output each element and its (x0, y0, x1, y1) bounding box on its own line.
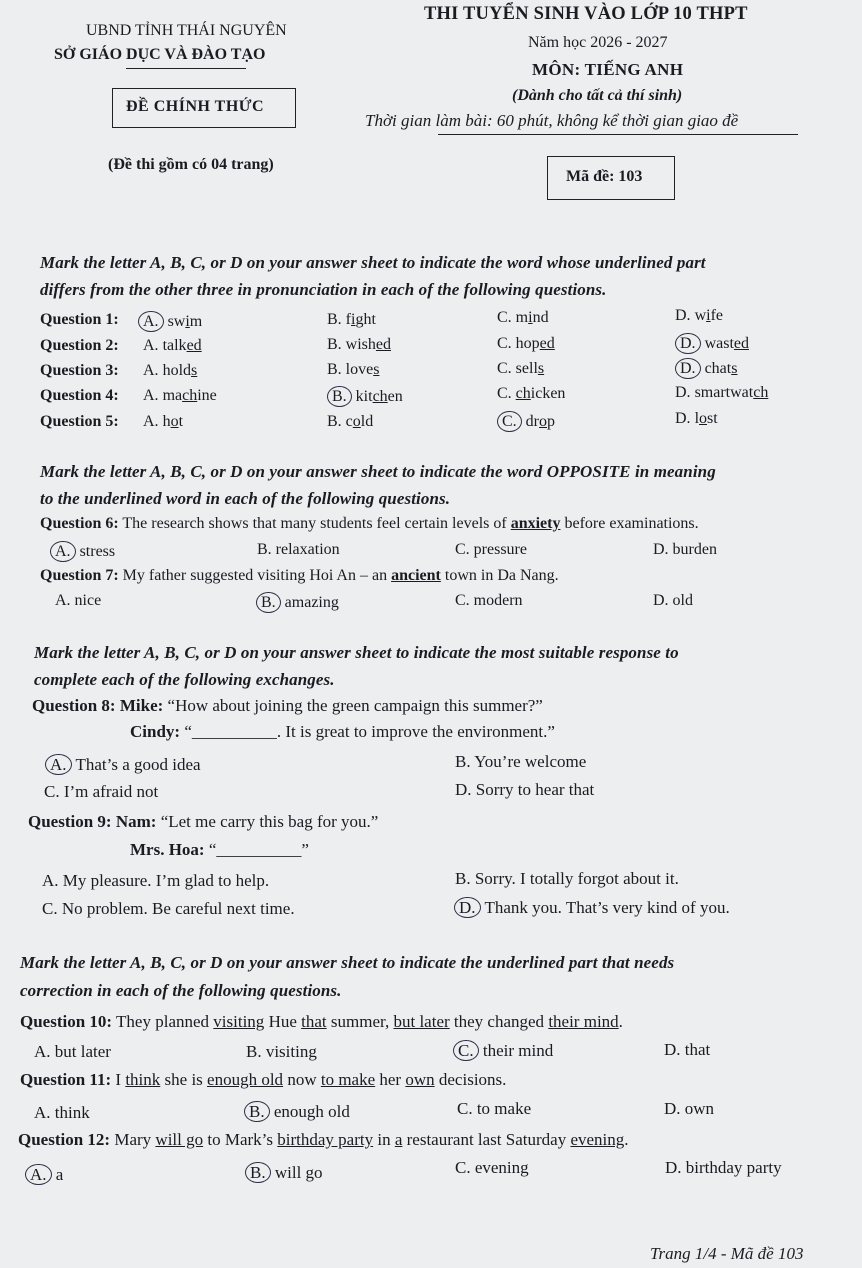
q2-option-c[interactable]: C. hoped (497, 335, 555, 352)
q4-option-b[interactable]: B. kitchen (332, 386, 403, 407)
q3-option-d[interactable]: D. chats (680, 358, 737, 379)
q6-option-a[interactable]: A. stress (55, 541, 115, 562)
q5-option-d[interactable]: D. lost (675, 410, 718, 427)
org-line2: SỞ GIÁO DỤC VÀ ĐÀO TẠO (54, 46, 266, 63)
q8-option-b[interactable]: B. You’re welcome (455, 752, 587, 771)
q8-option-c[interactable]: C. I’m afraid not (44, 782, 159, 801)
q2-option-d[interactable]: D. wasted (680, 333, 749, 354)
time-limit: Thời gian làm bài: 60 phút, không kể thời gian giao đề (365, 111, 739, 130)
question-3: Question 3: (40, 362, 119, 379)
q10-option-c[interactable]: C. their mind (458, 1040, 553, 1061)
q9-option-c[interactable]: C. No problem. Be careful next time. (42, 899, 295, 918)
answer-circle: B. (244, 1101, 270, 1122)
q9-option-b[interactable]: B. Sorry. I totally forgot about it. (455, 869, 679, 888)
q11-option-c[interactable]: C. to make (457, 1099, 532, 1118)
section2-directions-line1: Mark the letter A, B, C, or D on your answer sheet to indicate the word OPPOSITE in meaning (40, 462, 716, 481)
q5-option-a[interactable]: A. hot (143, 413, 184, 430)
time-underline (438, 134, 798, 135)
org-underline (126, 68, 246, 69)
answer-circle: B. (327, 386, 352, 407)
question-12: Question 12: Mary will go to Mark’s birthday party in a restaurant last Saturday evening. (18, 1130, 629, 1149)
q12-option-d[interactable]: D. birthday party (665, 1158, 782, 1177)
answer-circle: C. (497, 411, 522, 432)
question-2: Question 2: (40, 337, 119, 354)
q12-option-a[interactable]: A. a (30, 1164, 63, 1185)
section2-directions-line2: to the underlined word in each of the following questions. (40, 489, 451, 508)
q3-option-a[interactable]: A. holds (143, 362, 198, 379)
question-8: Question 8: Mike: “How about joining the green campaign this summer?” (32, 696, 543, 715)
q1-option-b[interactable]: B. fight (327, 311, 376, 328)
answer-circle: A. (138, 311, 164, 332)
subject: MÔN: TIẾNG ANH (532, 60, 684, 79)
question-4: Question 4: (40, 387, 119, 404)
q10-option-b[interactable]: B. visiting (246, 1042, 317, 1061)
q1-option-a[interactable]: A. swim (143, 311, 202, 332)
answer-circle: A. (45, 754, 72, 775)
q6-option-d[interactable]: D. burden (653, 541, 717, 558)
q7-option-d[interactable]: D. old (653, 592, 693, 609)
q3-option-c[interactable]: C. sells (497, 360, 545, 377)
q6-option-b[interactable]: B. relaxation (257, 541, 340, 558)
q9-option-a[interactable]: A. My pleasure. I’m glad to help. (42, 871, 270, 890)
q5-option-b[interactable]: B. cold (327, 413, 374, 430)
question-9: Question 9: Nam: “Let me carry this bag for you.” (28, 812, 379, 831)
q6-option-c[interactable]: C. pressure (455, 541, 527, 558)
q10-option-d[interactable]: D. that (664, 1040, 711, 1059)
question-10: Question 10: They planned visiting Hue that summer, but later they changed their mind. (20, 1012, 623, 1031)
page-footer: Trang 1/4 - Mã đề 103 (650, 1244, 804, 1263)
q4-option-a[interactable]: A. machine (143, 387, 217, 404)
q11-option-b[interactable]: B. enough old (249, 1101, 350, 1122)
q2-option-b[interactable]: B. wished (327, 336, 392, 353)
q3-option-b[interactable]: B. loves (327, 361, 380, 378)
answer-circle: B. (245, 1162, 271, 1183)
answer-circle: C. (453, 1040, 479, 1061)
q12-option-b[interactable]: B. will go (250, 1162, 323, 1183)
q11-option-d[interactable]: D. own (664, 1099, 715, 1118)
pages-note: (Đề thi gồm có 04 trang) (108, 156, 274, 173)
q5-option-c[interactable]: C. drop (502, 411, 555, 432)
official-label: ĐỀ CHÍNH THỨC (126, 98, 265, 115)
q8-option-d[interactable]: D. Sorry to hear that (455, 780, 595, 799)
q1-option-d[interactable]: D. wife (675, 307, 724, 324)
question-1: Question 1: (40, 311, 119, 328)
section3-directions-line2: complete each of the following exchanges. (34, 670, 335, 689)
question-11: Question 11: I think she is enough old now to make her own decisions. (20, 1070, 507, 1089)
q7-option-c[interactable]: C. modern (455, 592, 523, 609)
section4-directions-line1: Mark the letter A, B, C, or D on your answer sheet to indicate the underlined part that needs (20, 953, 675, 972)
exam-code: Mã đề: 103 (566, 168, 643, 185)
q7-option-a[interactable]: A. nice (55, 592, 102, 609)
q8-option-a[interactable]: A. That’s a good idea (50, 754, 201, 775)
section1-directions-line2: differs from the other three in pronunciation in each of the following questions. (40, 280, 607, 299)
audience: (Dành cho tất cả thí sinh) (512, 87, 683, 104)
q8-response-line: Cindy: “__________. It is great to improve the environment.” (130, 722, 555, 741)
question-5: Question 5: (40, 413, 119, 430)
answer-circle: D. (454, 897, 481, 918)
answer-circle: B. (256, 592, 281, 613)
q9-option-d[interactable]: D. Thank you. That’s very kind of you. (459, 897, 730, 918)
section4-directions-line2: correction in each of the following questions. (20, 981, 342, 1000)
exam-title: THI TUYỂN SINH VÀO LỚP 10 THPT (424, 4, 748, 24)
q4-option-c[interactable]: C. chicken (497, 385, 566, 402)
q10-option-a[interactable]: A. but later (34, 1042, 111, 1061)
section1-directions-line1: Mark the letter A, B, C, or D on your answer sheet to indicate the word whose underlined part (40, 253, 706, 272)
answer-circle: D. (675, 358, 701, 379)
answer-circle: A. (50, 541, 76, 562)
school-year: Năm học 2026 - 2027 (528, 34, 668, 51)
q1-option-c[interactable]: C. mind (497, 309, 549, 326)
q2-option-a[interactable]: A. talked (143, 337, 202, 354)
q11-option-a[interactable]: A. think (34, 1103, 90, 1122)
answer-circle: D. (675, 333, 701, 354)
q9-response-line: Mrs. Hoa: “__________” (130, 840, 309, 859)
q12-option-c[interactable]: C. evening (455, 1158, 529, 1177)
org-line1: UBND TỈNH THÁI NGUYÊN (86, 22, 287, 39)
question-7: Question 7: My father suggested visiting Hoi An – an ancient town in Da Nang. (40, 567, 559, 584)
section3-directions-line1: Mark the letter A, B, C, or D on your answer sheet to indicate the most suitable response to (34, 643, 679, 662)
q7-option-b[interactable]: B. amazing (261, 592, 339, 613)
answer-circle: A. (25, 1164, 52, 1185)
question-6: Question 6: The research shows that many students feel certain levels of anxiety before examinations. (40, 515, 699, 532)
q4-option-d[interactable]: D. smartwatch (675, 384, 769, 401)
